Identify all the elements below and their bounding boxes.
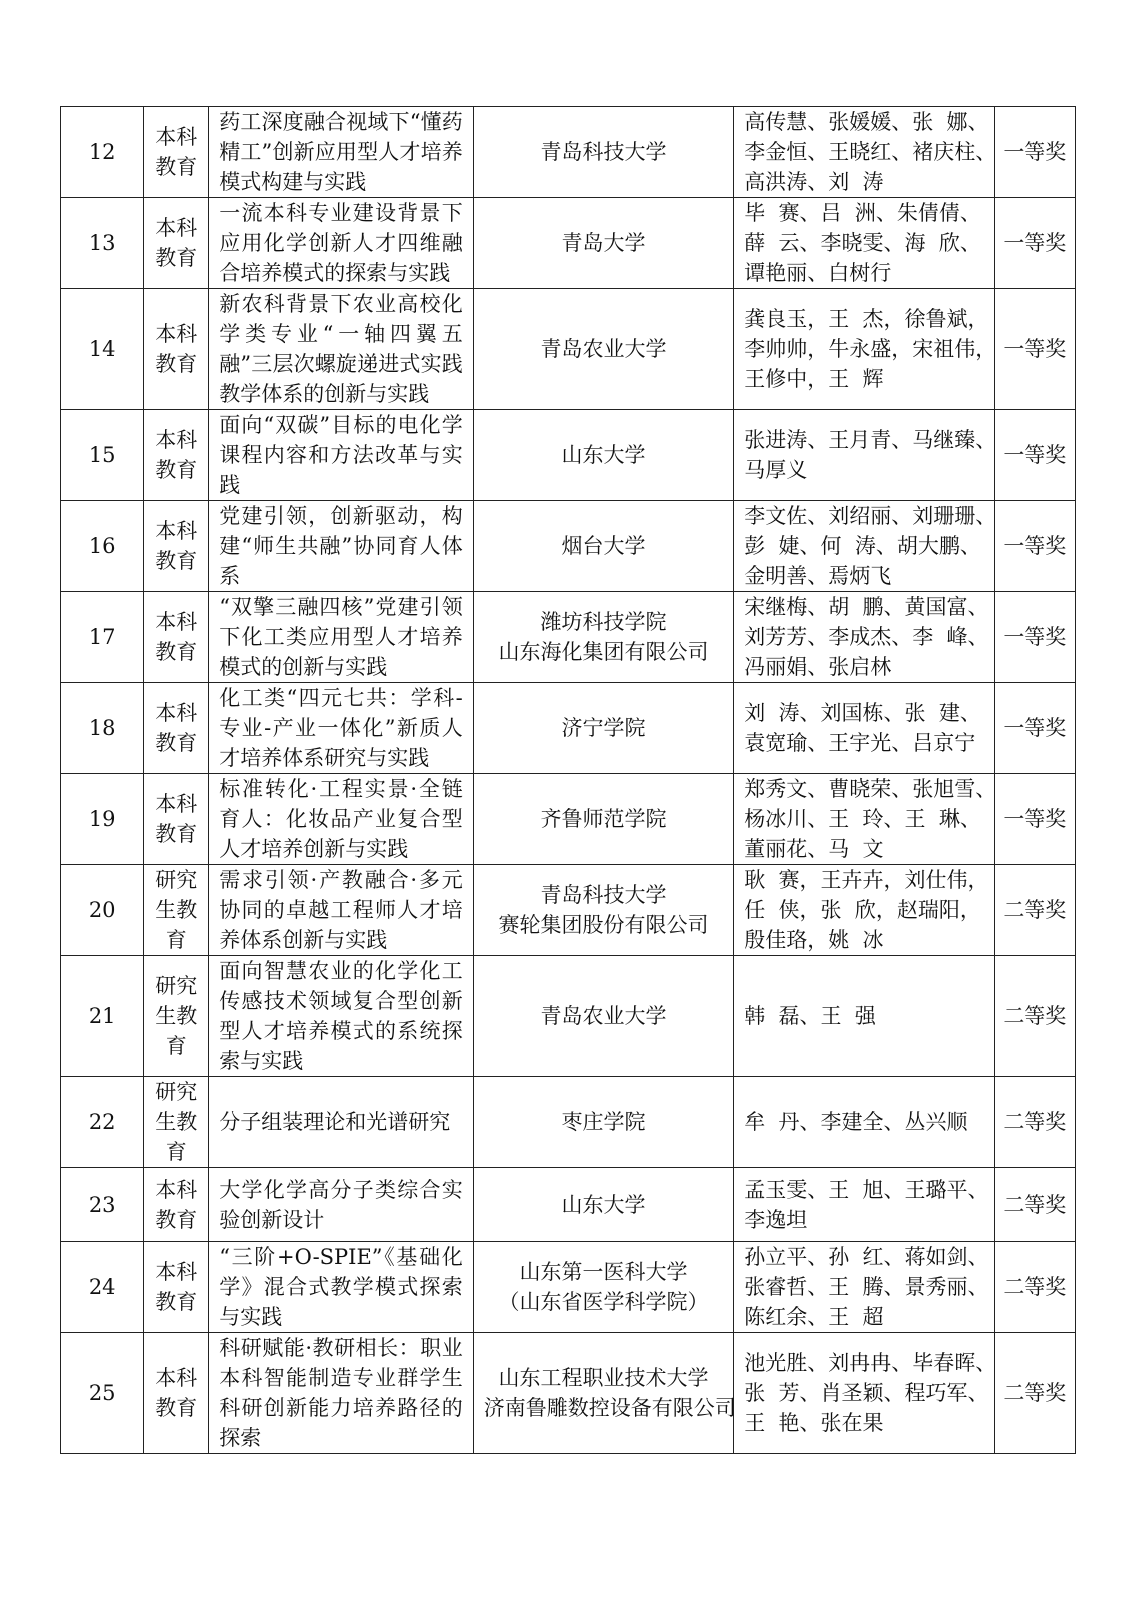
- project-title: “三阶+O-SPIE”《基础化学》混合式教学模式探索与实践: [209, 1242, 474, 1333]
- team-members: [734, 956, 994, 1077]
- institution-line: 烟台大学: [561, 534, 646, 558]
- table-row: [61, 592, 1076, 683]
- education-type: 本科教育: [144, 592, 209, 683]
- team-members-line: 李逸坦: [744, 1207, 808, 1232]
- award-level: 二等奖: [994, 1168, 1075, 1242]
- row-number: 21: [61, 956, 144, 1077]
- team-members-line: 谭艳丽、白树行: [744, 261, 892, 285]
- table-row: [61, 501, 1076, 592]
- team-members-line: 韩 磊、王 强: [744, 1004, 876, 1028]
- team-members: [734, 1168, 994, 1242]
- institution: [473, 289, 733, 410]
- team-members: [734, 1333, 997, 1454]
- table-row: [61, 289, 1076, 410]
- row-number: 14: [61, 289, 144, 410]
- table-row: [61, 1168, 1076, 1242]
- institution: [473, 956, 733, 1077]
- institution: [473, 1168, 733, 1242]
- education-type: 本科教育: [144, 501, 209, 592]
- institution-line: 山东大学: [561, 443, 646, 467]
- education-type: 本科教育: [144, 107, 209, 198]
- education-type: 本科教育: [144, 774, 209, 865]
- row-number: 13: [61, 198, 144, 289]
- project-title: 分子组装理论和光谱研究: [209, 1077, 474, 1168]
- team-members-line: 郑秀文、曹晓荣、张旭雪、: [744, 777, 997, 801]
- table-row: [61, 410, 1076, 501]
- team-members-line: 金明善、焉炳飞: [744, 564, 892, 588]
- project-title: 面向“双碳”目标的电化学课程内容和方法改革与实践: [209, 410, 474, 501]
- table-row: [61, 1242, 1076, 1333]
- project-title: 新农科背景下农业高校化学类专业“一轴四翼五融”三层次螺旋递进式实践教学体系的创新与实践: [209, 289, 474, 410]
- institution-line: 枣庄学院: [561, 1110, 646, 1134]
- award-level: 二等奖: [994, 1077, 1075, 1168]
- award-level: 二等奖: [994, 956, 1075, 1077]
- institution-line: 齐鲁师范学院: [540, 807, 667, 831]
- team-members-line: 冯丽娟、张启林: [744, 655, 892, 679]
- team-members: [734, 107, 997, 198]
- table-row: [61, 1077, 1076, 1168]
- row-number: 20: [61, 865, 144, 956]
- institution: [473, 107, 733, 198]
- team-members-line: 张 芳、肖圣颖、程巧军、: [744, 1381, 989, 1405]
- team-members-line: 龚良玉，王 杰，徐鲁斌，: [744, 307, 989, 331]
- team-members: [734, 774, 997, 865]
- award-level: 二等奖: [994, 1333, 1075, 1454]
- team-members-line: 王修中，王 辉: [744, 367, 884, 391]
- team-members: [734, 1077, 994, 1168]
- team-members: [734, 198, 994, 289]
- table-row: [61, 107, 1076, 198]
- row-number: 12: [61, 107, 144, 198]
- institution: [473, 592, 733, 683]
- table-row: [61, 198, 1076, 289]
- institution-line: 潍坊科技学院: [540, 610, 667, 634]
- project-title: 大学化学高分子类综合实验创新设计: [209, 1168, 474, 1242]
- education-type: 本科教育: [144, 289, 209, 410]
- team-members: [734, 592, 994, 683]
- education-type: 本科教育: [144, 1242, 209, 1333]
- team-members-line: 池光胜、刘冉冉、毕春晖、: [744, 1351, 997, 1375]
- team-members-line: 李金恒、王晓红、褚庆柱、: [744, 140, 997, 164]
- table-row: [61, 683, 1076, 774]
- team-members-line: 高传慧、张媛媛、张 娜、: [744, 110, 989, 134]
- project-title: 面向智慧农业的化学化工传感技术领域复合型创新型人才培养模式的系统探索与实践: [209, 956, 474, 1077]
- institution-line: 青岛农业大学: [540, 337, 667, 361]
- education-type: 本科教育: [144, 1333, 209, 1454]
- education-type: 研究生教育: [144, 956, 209, 1077]
- education-type: 本科教育: [144, 683, 209, 774]
- project-title: 药工深度融合视域下“懂药精工”创新应用型人才培养模式构建与实践: [209, 107, 474, 198]
- team-members-line: 孟玉雯、王 旭、王璐平、: [744, 1177, 989, 1202]
- institution-line: 山东工程职业技术大学: [498, 1366, 709, 1390]
- project-title: “双擎三融四核”党建引领下化工类应用型人才培养模式的创新与实践: [209, 592, 474, 683]
- team-members-line: 张进涛、王月青、马继臻、: [744, 428, 997, 452]
- institution: [473, 683, 733, 774]
- institution-line: 山东大学: [561, 1192, 646, 1217]
- education-type: 研究生教育: [144, 1077, 209, 1168]
- team-members-line: 高洪涛、刘 涛: [744, 170, 884, 194]
- team-members-line: 李文佐、刘绍丽、刘珊珊、: [744, 504, 997, 528]
- institution: [473, 865, 733, 956]
- education-type: 本科教育: [144, 1168, 209, 1242]
- education-type: 研究生教育: [144, 865, 209, 956]
- award-level: 一等奖: [994, 107, 1075, 198]
- institution: [473, 501, 733, 592]
- institution: [473, 1077, 733, 1168]
- row-number: 17: [61, 592, 144, 683]
- team-members-line: 杨冰川、王 玲、王 琳、: [744, 807, 981, 831]
- row-number: 22: [61, 1077, 144, 1168]
- row-number: 16: [61, 501, 144, 592]
- award-level: 一等奖: [994, 198, 1075, 289]
- award-level: 一等奖: [994, 289, 1075, 410]
- award-level: 一等奖: [994, 683, 1075, 774]
- row-number: 18: [61, 683, 144, 774]
- team-members-line: 孙立平、孙 红、蒋如剑、: [744, 1245, 989, 1269]
- team-members-line: 毕 赛、吕 洲、朱倩倩、: [744, 201, 981, 225]
- institution-line: 济宁学院: [561, 716, 646, 740]
- team-members: [734, 410, 997, 501]
- team-members-line: 陈红余、王 超: [744, 1305, 884, 1329]
- row-number: 25: [61, 1333, 144, 1454]
- team-members-line: 刘 涛、刘国栋、张 建、: [744, 701, 981, 725]
- award-level: 一等奖: [994, 501, 1075, 592]
- institution-line: 青岛科技大学: [540, 140, 667, 164]
- award-level: 一等奖: [994, 410, 1075, 501]
- team-members: [734, 683, 994, 774]
- project-title: 一流本科专业建设背景下应用化学创新人才四维融合培养模式的探索与实践: [209, 198, 474, 289]
- institution-line: 青岛农业大学: [540, 1004, 667, 1028]
- institution-line: 青岛大学: [561, 231, 646, 255]
- education-type: 本科教育: [144, 410, 209, 501]
- row-number: 23: [61, 1168, 144, 1242]
- team-members-line: 刘芳芳、李成杰、李 峰、: [744, 625, 989, 649]
- team-members-line: 张睿哲、王 腾、景秀丽、: [744, 1275, 989, 1299]
- team-members-line: 袁宽瑜、王宇光、吕京宁: [744, 731, 976, 755]
- institution-line: （山东省医学科学院）: [498, 1290, 709, 1314]
- team-members-line: 董丽花、马 文: [744, 837, 884, 861]
- awards-table: [60, 106, 1076, 1454]
- team-members-line: 殷佳珞，姚 冰: [744, 928, 884, 952]
- project-title: 化工类“四元七共：学科-专业-产业一体化”新质人才培养体系研究与实践: [209, 683, 474, 774]
- row-number: 24: [61, 1242, 144, 1333]
- award-level: 一等奖: [994, 592, 1075, 683]
- team-members: [734, 865, 994, 956]
- team-members-line: 耿 赛，王卉卉，刘仕伟，: [744, 868, 989, 892]
- award-level: 一等奖: [994, 774, 1075, 865]
- project-title: 需求引领·产教融合·多元协同的卓越工程师人才培养体系创新与实践: [209, 865, 474, 956]
- institution: [473, 410, 733, 501]
- table-row: [61, 865, 1076, 956]
- award-level: 二等奖: [994, 1242, 1075, 1333]
- institution: [473, 1242, 733, 1333]
- team-members: [734, 289, 997, 410]
- team-members-line: 马厚义: [744, 458, 808, 482]
- team-members-line: 薛 云、李晓雯、海 欣、: [744, 231, 981, 255]
- institution-line: 济南鲁雕数控设备有限公司: [483, 1396, 736, 1420]
- project-title: 科研赋能·教研相长：职业本科智能制造专业群学生科研创新能力培养路径的探索: [209, 1333, 474, 1454]
- table-row: [61, 774, 1076, 865]
- team-members-line: 王 艳、张在果: [744, 1411, 884, 1435]
- row-number: 15: [61, 410, 144, 501]
- team-members-line: 牟 丹、李建全、丛兴顺: [744, 1110, 968, 1134]
- team-members-line: 宋继梅、胡 鹏、黄国富、: [744, 595, 989, 619]
- project-title: 标准转化·工程实景·全链育人：化妆品产业复合型人才培养创新与实践: [209, 774, 474, 865]
- education-type: 本科教育: [144, 198, 209, 289]
- institution-line: 山东海化集团有限公司: [498, 640, 709, 664]
- team-members: [734, 1242, 994, 1333]
- team-members-line: 任 侠，张 欣，赵瑞阳，: [744, 898, 981, 922]
- institution: [473, 1333, 736, 1454]
- institution: [473, 198, 733, 289]
- table-row: [61, 956, 1076, 1077]
- institution: [473, 774, 733, 865]
- award-level: 二等奖: [994, 865, 1075, 956]
- institution-line: 赛轮集团股份有限公司: [498, 913, 709, 937]
- team-members: [734, 501, 997, 592]
- team-members-line: 彭 婕、何 涛、胡大鹏、: [744, 534, 981, 558]
- institution-line: 山东第一医科大学: [519, 1260, 688, 1284]
- awards-table-body: [61, 107, 1076, 1454]
- table-row: [61, 1333, 1076, 1454]
- team-members-line: 李帅帅，牛永盛，宋祖伟，: [744, 337, 997, 361]
- institution-line: 青岛科技大学: [540, 883, 667, 907]
- project-title: 党建引领，创新驱动，构建“师生共融”协同育人体系: [209, 501, 474, 592]
- row-number: 19: [61, 774, 144, 865]
